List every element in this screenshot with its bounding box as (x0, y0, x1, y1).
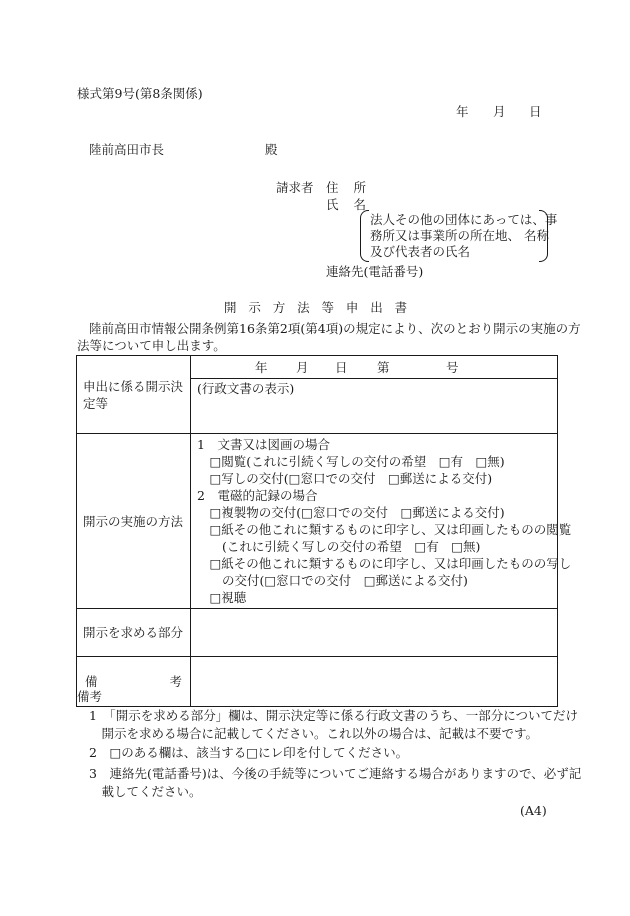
method-option-line[interactable]: □閲覧(これに引続く写しの交付の希望 □有 □無) (197, 454, 505, 469)
requester-label: 請求者 (276, 180, 314, 195)
left-bracket (360, 210, 369, 262)
method-label-cell (77, 434, 191, 609)
part-label: 開示を求める部分 (83, 625, 184, 640)
method-option-line[interactable]: □視聴 (197, 590, 247, 605)
table-row-part (77, 609, 558, 657)
table-row-remarks (77, 657, 558, 707)
corporate-note-line: 務所又は事業所の所在地、 名称 (370, 228, 549, 243)
decision-day-label: 日 (335, 360, 348, 375)
method-options-cell[interactable] (191, 434, 572, 609)
table-row-decision (77, 356, 558, 434)
method-option-line[interactable]: □複製物の交付(□窓口での交付 □郵送による交付) (197, 505, 505, 520)
method-option-line: 1 文書又は図画の場合 (197, 437, 330, 452)
intro-line-1: 陸前高田市情報公開条例第16条第2項(第4項)の規定により、次のとおり開示の実施の方 (89, 321, 581, 336)
decision-number-suffix: 号 (446, 360, 459, 375)
date-year-label: 年 (456, 104, 469, 119)
method-option-line[interactable]: の交付(□窓口での交付 □郵送による交付) (197, 573, 468, 588)
decision-label: 申出に係る開示決定等 (83, 378, 184, 411)
decision-value-cell[interactable] (191, 356, 558, 434)
request-table (76, 355, 572, 707)
paper-size-label: (A4) (520, 803, 547, 818)
note-item-2: 2 □のある欄は、該当する□にレ印を付してください。 (89, 745, 409, 760)
method-option-line[interactable]: □紙その他これに類するものに印字し、又は印画したものの写し (197, 556, 572, 571)
note-item-1-line-1: 1 「開示を求める部分」欄は、開示決定等に係る行政文書のうち、一部分についてだけ (89, 708, 578, 723)
table-row-method (77, 434, 558, 609)
requester-name-label: 氏名 (326, 197, 382, 212)
method-option-line[interactable]: (これに引続く写しの交付の希望 □有 □無) (197, 539, 481, 554)
corporate-note-line: 及び代表者の氏名 (370, 244, 471, 259)
contact-label: 連絡先(電話番号) (326, 264, 424, 279)
decision-month-label: 月 (296, 360, 309, 375)
method-option-line: 2 電磁的記録の場合 (197, 488, 318, 503)
method-option-line[interactable]: □写しの交付(□窓口での交付 □郵送による交付) (197, 471, 493, 486)
remarks-value-cell[interactable] (191, 657, 558, 707)
date-day-label: 日 (529, 104, 542, 119)
method-label: 開示の実施の方法 (83, 513, 184, 529)
note-item-3-line-1: 3 連絡先(電話番号)は、今後の手続等についてご連絡する場合がありますので、必ず記 (89, 766, 582, 781)
method-option-line[interactable]: □紙その他これに類するものに印字し、又は印画したものの閲覧 (197, 522, 572, 537)
note-item-1-line-2: 開示を求める場合に記載してください。これ以外の場合は、記載は不要です。 (89, 726, 539, 741)
corporate-note-bracket (360, 210, 558, 260)
form-number: 様式第9号(第8条関係) (77, 86, 203, 101)
decision-year-label: 年 (255, 360, 268, 375)
decision-number-prefix: 第 (377, 360, 390, 375)
corporate-note-line: 法人その他の団体にあっては、事 (370, 212, 558, 227)
note-item-3-line-2: 載してください。 (89, 784, 202, 799)
part-label-cell (77, 609, 191, 657)
remarks-label-left: 備 (85, 674, 98, 689)
doc-display-label: (行政文書の表示) (197, 381, 295, 396)
intro-line-2: 法等について申し出ます。 (77, 338, 226, 353)
date-month-label: 月 (493, 104, 506, 119)
notes-heading: 備考 (77, 689, 103, 704)
addressee-name: 陸前高田市長 (89, 142, 165, 157)
requester-address-label: 住所 (326, 180, 382, 195)
decision-label-cell (77, 356, 191, 434)
part-value-cell[interactable] (191, 609, 558, 657)
document-title: 開示方法等申出書 (224, 300, 420, 315)
remarks-label-right: 考 (169, 674, 182, 689)
addressee-honorific: 殿 (265, 142, 278, 157)
